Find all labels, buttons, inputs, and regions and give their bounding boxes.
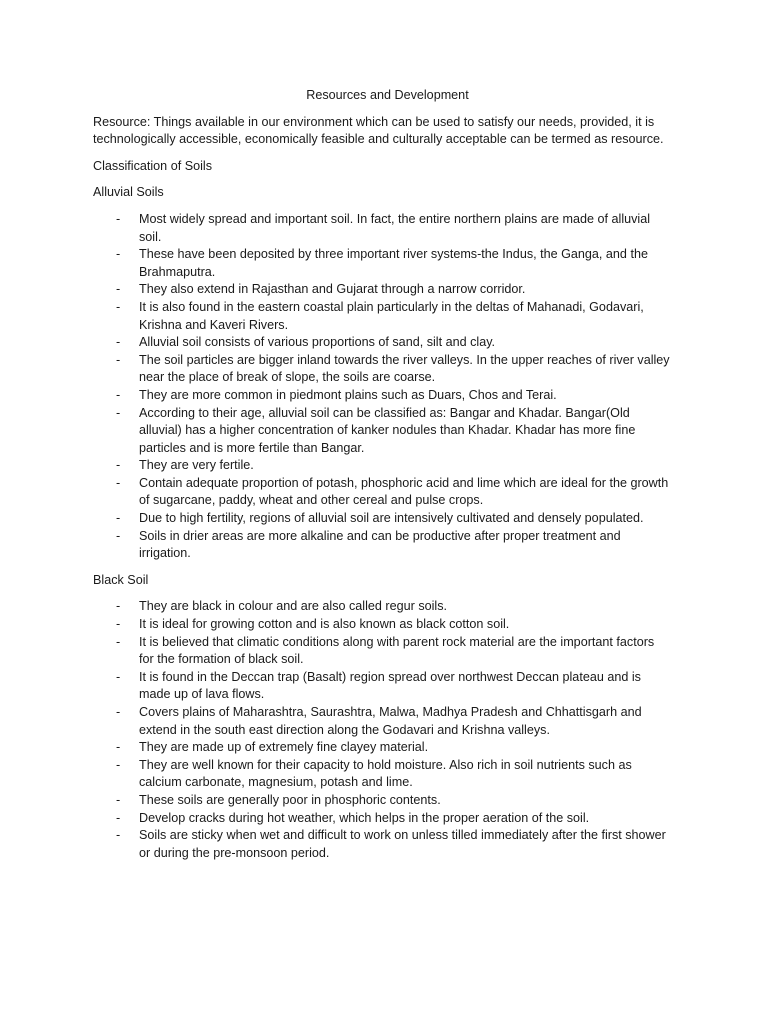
alluvial-list <box>93 211 672 563</box>
list-item: - Covers plains of Maharashtra, Saurashtra, Malwa, Madhya Pradesh and Chhattisgarh and extend in the south east direction along the Godavari and Krishna valleys. <box>116 705 642 737</box>
list-item: - Develop cracks during hot weather, which helps in the proper aeration of the soil. <box>93 810 672 828</box>
list-item: - They are black in colour and are also called regur soils. <box>93 598 672 616</box>
bullet-dash: - <box>116 247 121 262</box>
list-item: - According to their age, alluvial soil can be classified as: Bangar and Khadar. Bangar(Old alluvial) has a higher concentration of kanker nodules than Khadar. Khadar has more fine particles and is more fertile than Bangar. <box>116 405 636 455</box>
page-title: Resources and Development <box>306 88 469 102</box>
list-item: - They are well known for their capacity to hold moisture. Also rich in soil nutrients such as calcium carbonate, magnesium, potash and lime. <box>116 757 632 790</box>
alluvial-heading: Alluvial Soils <box>93 185 164 200</box>
bullet-dash: - <box>116 810 121 825</box>
list-item: - It is found in the Deccan trap (Basalt) region spread over northwest Deccan plateau and is made up of lava flows. <box>116 669 641 702</box>
bullet-dash: - <box>116 757 121 772</box>
list-item: - Most widely spread and important soil. In fact, the entire northern plains are made of alluvial soil. <box>116 211 651 244</box>
bullet-dash: - <box>116 792 121 807</box>
list-item: - The soil particles are bigger inland towards the river valleys. In the upper reaches of river valley near the place of break of slope, the soils are coarse. <box>116 352 670 385</box>
bullet-dash: - <box>116 705 121 719</box>
bullet-dash: - <box>116 669 121 684</box>
bullet-dash: - <box>116 511 121 526</box>
list-item: - They are very fertile. <box>93 457 672 475</box>
bullet-dash: - <box>116 211 121 226</box>
resource-definition: Resource: Things available in our environment which can be used to satisfy our needs, provided, it is technologically accessible, economically feasible and culturally acceptable can be termed as resource. <box>93 114 664 147</box>
bullet-dash: - <box>116 599 121 614</box>
bullet-dash: - <box>116 387 121 402</box>
bullet-dash: - <box>116 458 121 473</box>
list-item: - It is also found in the eastern coastal plain particularly in the deltas of Mahanadi, Godavari, Krishna and Kaveri Rivers. <box>116 299 644 332</box>
list-item: - They also extend in Rajasthan and Gujarat through a narrow corridor. <box>93 281 672 299</box>
bullet-dash: - <box>116 352 121 367</box>
black-soil-list <box>93 598 672 862</box>
list-item: - They are more common in piedmont plains such as Duars, Chos and Terai. <box>93 387 672 405</box>
list-item: - Contain adequate proportion of potash, phosphoric acid and lime which are ideal for the growth of sugarcane, paddy, wheat and other cereal and pulse crops. <box>116 475 669 508</box>
bullet-dash: - <box>116 828 121 843</box>
list-item: - Alluvial soil consists of various proportions of sand, silt and clay. <box>93 334 672 352</box>
bullet-dash: - <box>116 475 121 490</box>
list-item: - Soils are sticky when wet and difficult to work on unless tilled immediately after the first shower or during the pre-monsoon period. <box>116 828 666 860</box>
black-soil-heading: Black Soil <box>93 572 149 587</box>
list-item: - Due to high fertility, regions of alluvial soil are intensively cultivated and densely populated. <box>93 510 672 528</box>
bullet-dash: - <box>116 299 121 314</box>
list-item: - These soils are generally poor in phosphoric contents. <box>93 792 672 810</box>
list-item: - They are made up of extremely fine clayey material. <box>93 739 672 757</box>
bullet-dash: - <box>116 282 121 297</box>
bullet-dash: - <box>116 335 121 350</box>
list-item: - It is believed that climatic conditions along with parent rock material are the important factors for the formation of black soil. <box>116 634 655 667</box>
list-item: - These have been deposited by three important river systems-the Indus, the Ganga, and the Brahmaputra. <box>116 247 648 279</box>
bullet-dash: - <box>116 617 121 632</box>
classification-heading: Classification of Soils <box>93 158 212 173</box>
list-item: - Soils in drier areas are more alkaline and can be productive after proper treatment and irrigation. <box>116 528 621 561</box>
bullet-dash: - <box>116 740 121 755</box>
bullet-dash: - <box>116 528 121 543</box>
list-item: - It is ideal for growing cotton and is also known as black cotton soil. <box>93 616 672 634</box>
bullet-dash: - <box>116 405 121 420</box>
bullet-dash: - <box>116 634 121 649</box>
